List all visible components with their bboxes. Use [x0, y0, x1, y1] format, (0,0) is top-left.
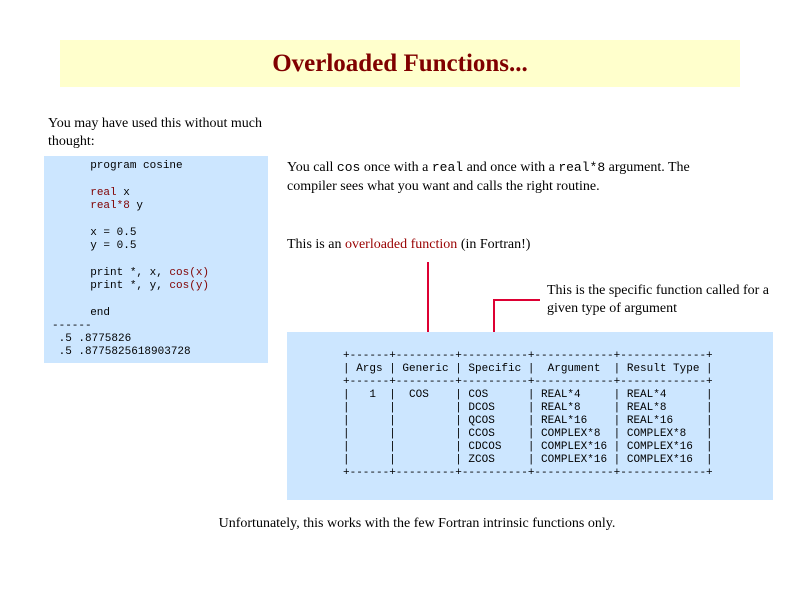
code-line: y = 0.5	[44, 240, 137, 252]
footer-note: Unfortunately, this works with the few Fortran intrinsic functions only.	[218, 516, 616, 531]
code-line: program cosine	[44, 160, 183, 172]
para1-code-real8: real*8	[558, 160, 606, 175]
code-line: real*8 y	[90, 200, 144, 212]
page-title: Overloaded Functions...	[272, 50, 528, 77]
code-line: print *, y, cos(y)	[44, 280, 210, 292]
code-line: .5 .8775825618903728	[52, 346, 191, 358]
table-row: | | | DCOS | REAL*8 | REAL*8 |	[343, 402, 713, 414]
code-line: real x	[90, 187, 130, 199]
table-row: +------+---------+----------+------------+-------------+	[343, 350, 713, 362]
para1-text-c: once with a	[360, 160, 432, 175]
para1-text-a: You call	[287, 160, 337, 175]
intro-text: You may have used this without much thought:	[48, 116, 263, 149]
para1-text-e: and once with a	[463, 160, 559, 175]
code-line: ------	[52, 320, 92, 332]
para2-text-a: This is an	[287, 237, 345, 252]
table-row: | 1 | COS | COS | REAL*4 | REAL*4 |	[343, 389, 713, 401]
para1-code-cos: cos	[336, 160, 361, 175]
table-row: | | | CCOS | COMPLEX*8 | COMPLEX*8 |	[343, 428, 713, 440]
specific-function-note: This is the specific function called for a given type of argument	[547, 283, 769, 316]
para1-text-g: argument. The compiler sees what you want and calls the right routine.	[287, 160, 690, 194]
para1-code-real: real	[431, 160, 464, 175]
table-row: | | | ZCOS | COMPLEX*16 | COMPLEX*16 |	[343, 454, 713, 466]
table-row: | Args | Generic | Specific | Argument | Result Type |	[343, 363, 713, 375]
table-row: +------+---------+----------+------------+-------------+	[343, 467, 713, 479]
code-line: .5 .8775826	[52, 333, 132, 345]
code-line: end	[44, 307, 111, 319]
code-line: x = 0.5	[44, 227, 137, 239]
code-line: print *, x, cos(x)	[44, 267, 210, 279]
overloaded-function-term: overloaded function	[344, 237, 458, 252]
para2-text-c: (in Fortran!)	[457, 237, 531, 252]
table-row: | | | CDCOS | COMPLEX*16 | COMPLEX*16 |	[343, 441, 713, 453]
table-row: | | | QCOS | REAL*16 | REAL*16 |	[343, 415, 713, 427]
intrinsic-table	[287, 332, 773, 500]
table-row: +------+---------+----------+------------+-------------+	[343, 376, 713, 388]
